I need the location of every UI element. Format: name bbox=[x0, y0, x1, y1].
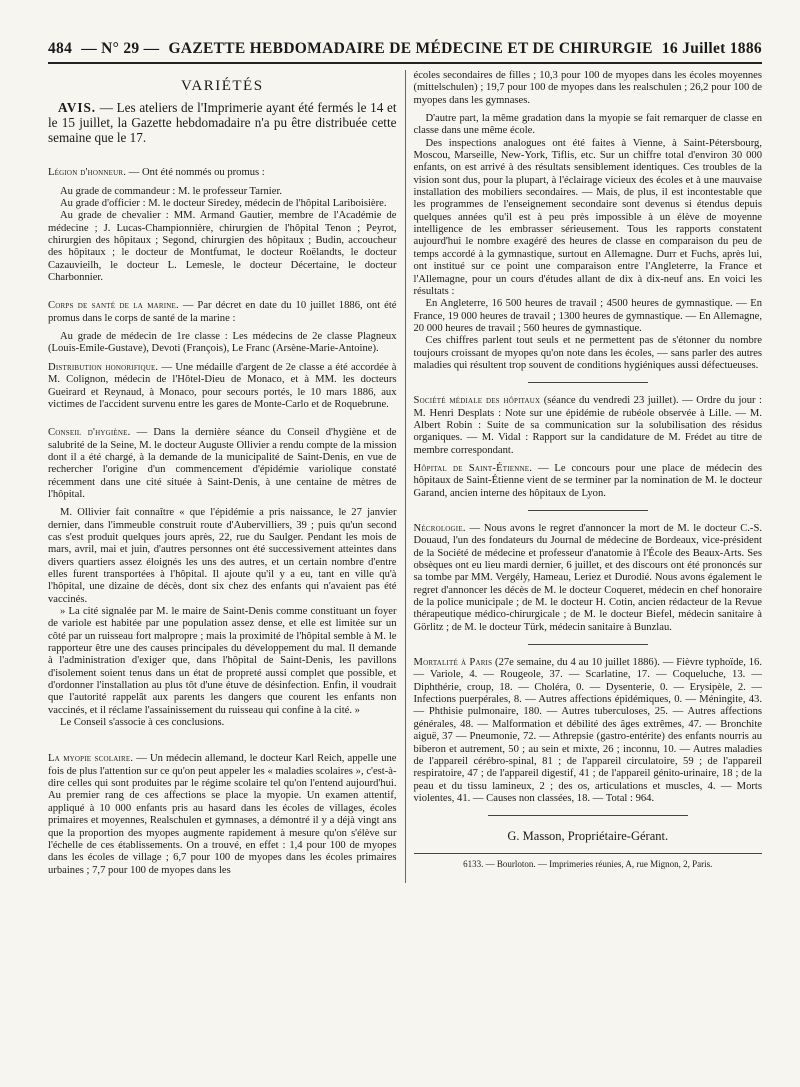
distribution-label: Distribution honorifique. bbox=[48, 361, 159, 373]
hygiene-paragraph-4: Le Conseil s'associe à ces conclusions. bbox=[60, 717, 225, 729]
myopie-paragraph-2: D'autre part, la même gradation dans la myopie se fait remarquer de classe en classe dans une même école. bbox=[413, 113, 762, 137]
publisher-signature: G. Masson, Propriétaire-Gérant. bbox=[507, 829, 669, 844]
right-column bbox=[405, 70, 763, 883]
hygiene-label: Conseil d'hygiène. bbox=[48, 427, 131, 439]
section-divider bbox=[528, 510, 648, 511]
myopie-stats: En Angleterre, 16 500 heures de travail ; 4500 heures de gymnastique. — En France, 19 000 heures de travail ; 1300 heures de gymnastique. — En Allemagne, 20 000 heures de travail ; 560 heures de gymnastique. bbox=[413, 298, 762, 334]
etienne-label: Hôpital de Saint-Étienne. bbox=[413, 462, 533, 474]
avis-text: — Les ateliers de l'Imprimerie ayant été fermés le 14 et le 15 juillet, la Gazette hebdomadaire n'a pu être distribuée cette semaine que le 17. bbox=[48, 100, 397, 146]
page-number: 484 bbox=[48, 40, 73, 57]
gazette-title: GAZETTE HEBDOMADAIRE DE MÉDECINE ET DE CHIRURGIE bbox=[168, 40, 653, 57]
issue-date: 16 Juillet 1886 bbox=[661, 40, 762, 57]
myopie-paragraph-5: Ces chiffres parlent tout seuls et ne permettent pas de s'étonner du nombre toujours croissant de myopes qu'on note dans les écoles, — sans parler des autres maladies qui résultent trop souvent de conditions hygiéniques aussi défectueuses. bbox=[413, 335, 762, 371]
printer-imprint: 6133. — Bourloton. — Imprimeries réunies, A, rue Mignon, 2, Paris. bbox=[414, 853, 763, 870]
page-header bbox=[48, 40, 762, 64]
hygiene-paragraph-3: » La cité signalée par M. le maire de Saint-Denis comme constituant un foyer de variole est habitée par une population assez dense, et elle est limitée sur un côté par un ruisseau fort malpropre ; mais la proximité de l'hôpital semble à M. le rapporteur être une des causes principales du développement du mal. Il demande à l'administration d'exiger que, dans l'hôpital de Saint-Denis, les pavillons d'isolement soient tenus dans un état de propreté aussi complet que possible, et d'ordonner l'installation au plus tôt d'une étuve de désinfection. Enfin, il voudrait que l'autorité rappelât aux parents les dangers que courent les enfants non vaccinés, et il réclame l'assainissement du ruisseau qui confine à la cité. » bbox=[48, 606, 397, 716]
hygiene-paragraph-2: M. Ollivier fait connaître « que l'épidémie a pris naissance, le 27 janvier dernier, dans l'immeuble construit route d'Aubervilliers, 39 ; puis qu'un second cas s'est produit quelques jours après, 22, rue du Saulger. Pendant les mois de mars, avril, mai et juin, d'autres personnes ont été successivement atteintes dans divers quartiers assez éloignés les uns des autres, et un certain nombre d'entre elles furent transportées à l'hôpital. Il ajoute qu'il y a eu, tant en ville qu'à l'hôpital, une dizaine de décès, dont six chez des enfants qui n'avaient pas été vaccinés. bbox=[48, 507, 397, 605]
necro-label: Nécrologie. bbox=[413, 523, 466, 534]
legion-officier: Au grade d'officier : M. le docteur Siredey, médecin de l'hôpital Lariboisière. bbox=[60, 198, 387, 210]
myopie-continued: écoles secondaires de filles ; 10,3 pour 100 de myopes dans les écoles moyennes (mittelschulen) ; 19,7 pour 100 de myopes dans les realschulen ; 26,2 pour 100 de myopes dans les gymnases. bbox=[413, 70, 762, 106]
marine-label: Corps de santé de la marine. bbox=[48, 300, 179, 312]
mortalite-report: Mortalité à Paris (27e semaine, du 4 au 10 juillet 1886). — Fièvre typhoïde, 16. — Variole, 4. — Rougeole, 37. — Scarlatine, 17. — Coqueluche, 13. — Diphthérie, croup, 18. — Choléra, 0. — Dysenterie, 0. — Erysipèle, 2. — Infections puerpérales, 8. — Autres affections épidémiques, 0. — Méningite, 43. — Phthisie pulmonaire, 180. — Autres tuberculoses, 25. — Autres affections générales, 48. — Malformation et débilité des âges extrêmes, 47. — Bronchite aiguë, 37 — Pneumonie, 72. — Athrepsie (gastro-entérite) des enfants nourris au biberon et autrement, 50 ; au sein et mixte, 26 ; inconnu, 10. — Autres maladies de l'appareil cérébro-spinal, 81 ; de l'appareil circulatoire, 59 ; de l'appareil respiratoire, 47 ; de l'appareil digestif, 41 ; de l'appareil génito-urinaire, 18 ; de la peau et du tissu lamineux, 2 ; des os, articulations et muscles, 4. — Morts violentes, 41. — Causes non classées, 18. — Total : 964. bbox=[413, 657, 762, 804]
section-divider bbox=[528, 382, 648, 383]
avis-label: AVIS. bbox=[58, 100, 97, 116]
myopie-article: La myopie scolaire. — Un médecin allemand, le docteur Karl Reich, appelle une fois de plus l'attention sur ce qu'on peut appeler les « maladies scolaires », c'est-à-dire celles qui sont produites par le régime scolaire tel qu'on l'entend aujourd'hui. Au premier rang de ces affections se place la myopie. Un examen attentif, appliqué à 10 000 enfants pris au hasard dans les écoles de villages, écoles primaires et moyennes, Realschulen et gymnases, a démontré il y a déjà vingt ans que la proportion des myopes augmente rapidement à mesure qu'on s'élève sur l'échelle de ces établissements. On a trouvé, en effet : 1,4 pour 100 de myopes dans les écoles de village ; 6,7 pour 100 de myopes dans les écoles primaires urbaines ; 7,7 pour 100 de myopes dans les bbox=[48, 753, 397, 876]
legion-chevalier: Au grade de chevalier : MM. Armand Gautier, membre de l'Académie de médecine ; J. Lucas-Championnière, chirurgien de l'hôpital Tenon ; Peyrot, chirurgien des hôpitaux ; Segond, chirurgien des hôpitaux ; Budin, accoucheur des hôpitaux ; le docteur de Montfumat, le docteur Roëlandts, le docteur Cazauvieilh, le docteur L. Lemesle, le docteur Décertaine, le docteur Charbonnier. bbox=[48, 210, 397, 284]
marine-grade: Au grade de médecin de 1re classe : Les médecins de 2e classe Plagneux (Louis-Emile-Gustave), Devoti (François), Le Franc (Arsène-Marie-Antoine). bbox=[48, 331, 397, 355]
legion-commandeur: Au grade de commandeur : M. le professeur Tarnier. bbox=[60, 185, 283, 197]
myopie-paragraph-3: Des inspections analogues ont été faites à Vienne, à Saint-Pétersbourg, Moscou, Marseille, New-York, Tiflis, etc. Sur un chiffre total d'environ 30 000 enfants, on est arrivé à des résultats sensiblement identiques. Ces troubles de la vision sont dus, pour la plupart, à l'éclairage vicieux des écoles et à une mauvaise installation des mobiliers secondaires. — Mais, de plus, il est incontestable que les programmes de l'enseignement secondaire sont devenus si étendus depuis quelques années qu'il est à peu près impossible à un élève de moyenne intelligence de les embrasser sérieusement. Tous les rapports constatent aujourd'hui le nombre exagéré des heures de classe en comparaison du peu de temps accordé à la gymnastique, surtout en Allemagne. Durr et Fuchs, après lui, ont institué sur ce point une comparaison entre l'Angleterre, la France et l'Allemagne, pour un cours d'études allant de dix à dix-neuf ans. En voici les résultats : bbox=[413, 137, 762, 297]
legion-intro: Légion d'honneur. — Ont été nommés ou promus : bbox=[48, 167, 265, 179]
societe-notice: Société médiale des hôpitaux (séance du vendredi 23 juillet). — Ordre du jour : M. Henri Desplats : Note sur une épidémie de rubéole observée à Lille. — M. Albert Robin : Suite de sa communication sur la solubilisation des résidus organiques. — M. Vidal : Rapport sur la candidature de M. Frédet au titre de membre correspondant. bbox=[413, 395, 762, 456]
necrologie-notice: Nécrologie. — Nous avons le regret d'annoncer la mort de M. le docteur C.-S. Douaud, l'un des fondateurs du Journal de médecine de Bordeaux, vice-président de la Société de médecine et professeur d'anatomie à l'École des Beaux-Arts. Ses obsèques ont eu lieu mardi dernier, 6 juillet, et des discours ont été prononcés sur sa tombe par MM. Vergély, Hameau, Leriez et Durodié. Nous avons également le regret d'annoncer les décès de M. le docteur Coqueret, médecin en chef honoraire de la police municipale ; de M. le docteur H. Cotin, ancien rédacteur de la Revue thérapeutique médico-chirurgicale ; de M. le docteur Biefel, médecin sanitaire à Görlitz ; de M. le docteur Türk, médecin sanitaire à Bunzlau. bbox=[413, 523, 762, 633]
issue-number: — N° 29 — bbox=[81, 40, 160, 57]
mortalite-label: Mortalité à Paris bbox=[413, 657, 493, 669]
marine-decree: Corps de santé de la marine. — Par décret en date du 10 juillet 1886, ont été promus dans le corps de santé de la marine : bbox=[48, 300, 397, 324]
societe-label: Société médiale des hôpitaux bbox=[413, 395, 541, 407]
left-column bbox=[48, 70, 405, 883]
section-divider bbox=[528, 644, 648, 645]
section-divider bbox=[488, 815, 688, 816]
etienne-notice: Hôpital de Saint-Étienne. — Le concours pour une place de médecin des hôpitaux de Saint-Étienne vient de se terminer par la nomination de M. le docteur Garand, ancien interne des hôpitaux de Lyon. bbox=[413, 462, 762, 499]
distribution-notice: Distribution honorifique. — Une médaille d'argent de 2e classe a été accordée à M. Colignon, médecin de l'Hôtel-Dieu de Monaco, et à MM. les docteurs Gueirard et Reynaud, à Monaco, pour secours portés, le 10 mars 1886, aux victimes de l'accident survenu entre les gares de Monte-Carlo et de Roquebrune. bbox=[48, 361, 397, 410]
myopie-label: La myopie scolaire. bbox=[48, 753, 134, 765]
hygiene-report: Conseil d'hygiène. — Dans la dernière séance du Conseil d'hygiène et de salubrité de la Seine, M. le docteur Auguste Ollivier a rendu compte de la mission dont il a été chargé, à la demande de la municipalité de Saint-Denis, en vue de rechercher l'origine d'un commencement d'épidémie variolique constaté récemment dans une cité située à Saint-Denis, à une centaine de mètres de l'hôpital. bbox=[48, 427, 397, 500]
varietes-heading: VARIÉTÉS bbox=[180, 78, 264, 94]
legion-label: Légion d'honneur. bbox=[48, 167, 127, 179]
avis-notice bbox=[48, 100, 397, 145]
